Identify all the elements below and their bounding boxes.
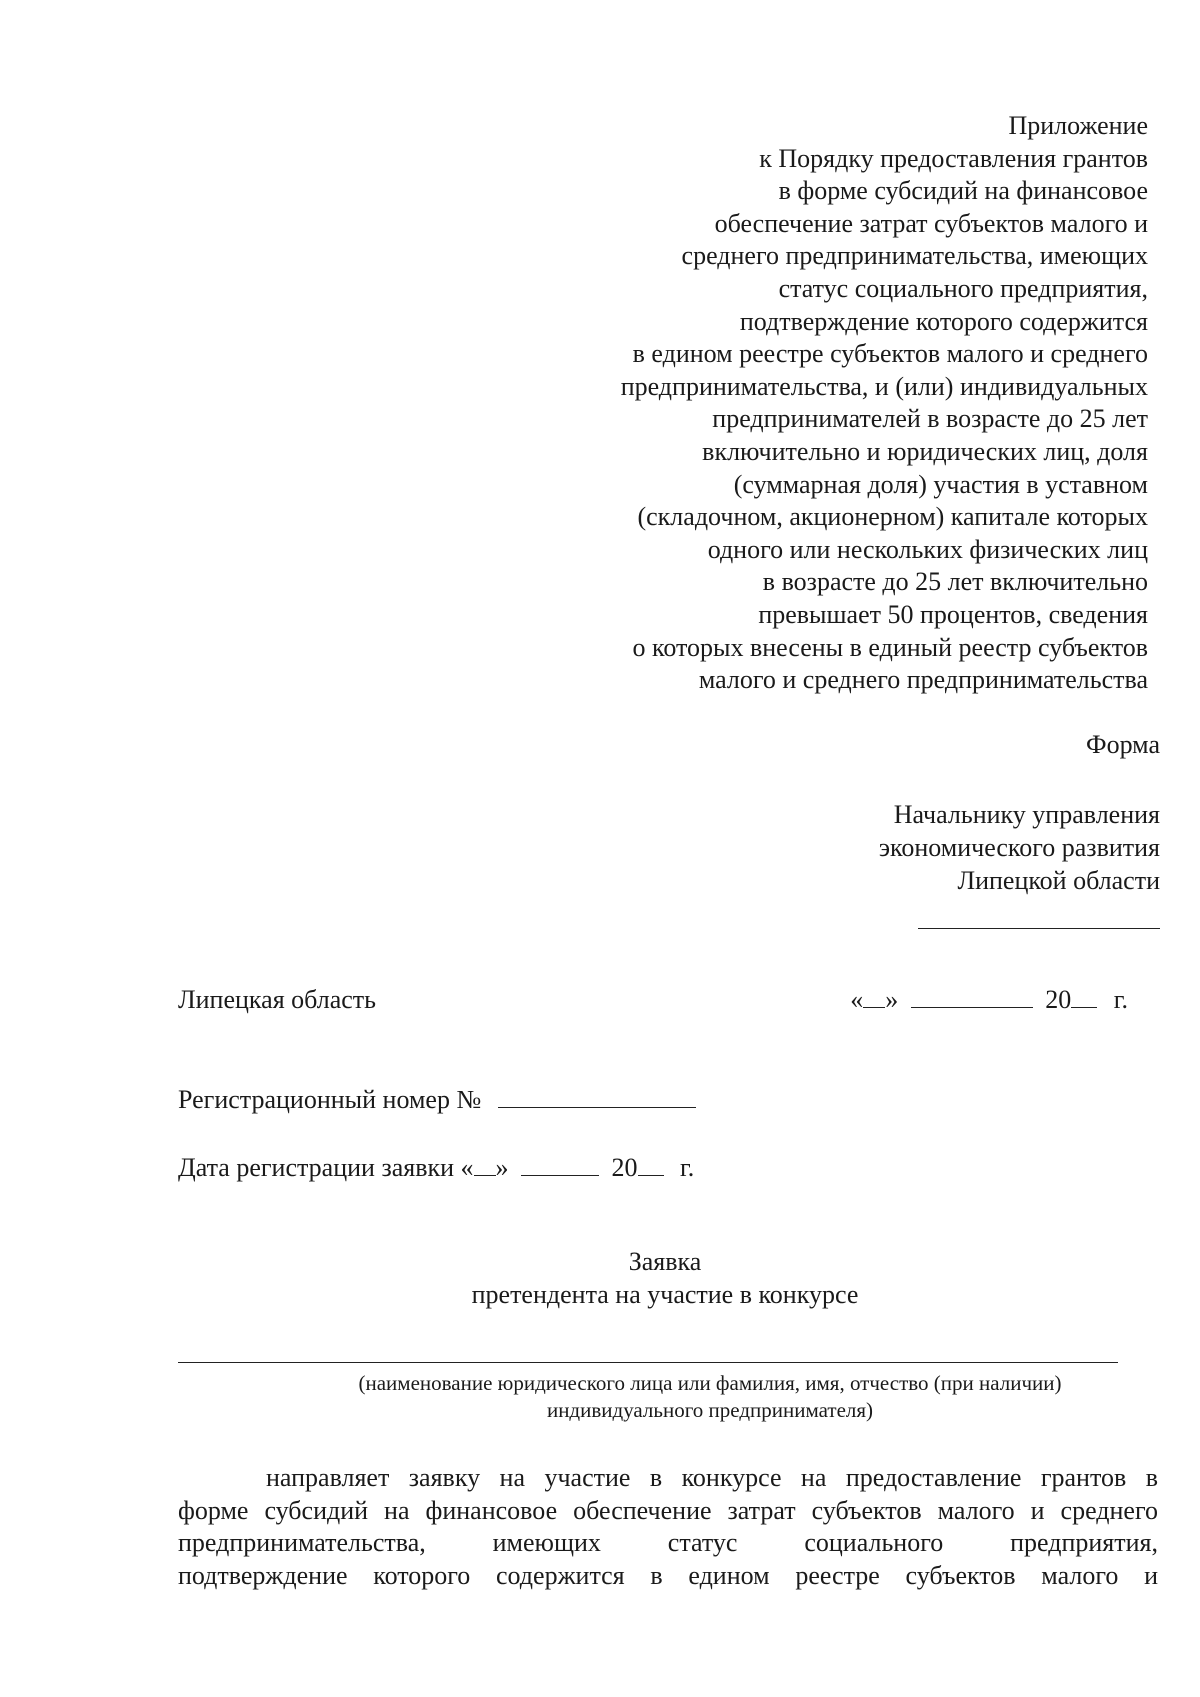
appendix-line: одного или нескольких физических лиц (707, 534, 1148, 564)
body-line-text: направляет заявку на участие в конкурсе на предоставление грантов в (266, 1463, 1158, 1492)
addressee-line: Липецкой области (957, 866, 1160, 895)
year-prefix: 20 (1045, 985, 1072, 1014)
registration-date-label: Дата регистрации заявки « (178, 1153, 474, 1182)
applicant-name-field[interactable] (178, 1362, 1118, 1363)
body-line-text: форме субсидий на финансовое обеспечение затрат субъектов малого и среднего (178, 1495, 1158, 1525)
appendix-line: в форме субсидий на финансовое (778, 176, 1148, 206)
registration-number-row (178, 1085, 696, 1115)
registration-number-label: Регистрационный номер № (178, 1085, 482, 1114)
appendix-line: включительно и юридических лиц, доля (702, 436, 1148, 466)
registration-date-row (178, 1153, 694, 1183)
appendix-line: обеспечение затрат субъектов малого и (714, 208, 1148, 238)
appendix-line: (складочном, акционерном) капитале которых (637, 502, 1148, 532)
appendix-line: к Порядку предоставления грантов (759, 143, 1148, 173)
appendix-line: о которых внесены в единый реестр субъектов (632, 632, 1148, 662)
reg-day-field[interactable] (474, 1155, 496, 1176)
appendix-line: в едином реестре субъектов малого и среднего (632, 339, 1148, 369)
caption-line: индивидуального предпринимателя) (546, 1398, 874, 1422)
date-close-quote: » (885, 985, 899, 1014)
application-title (0, 1245, 1200, 1311)
reg-date-close-quote: » (495, 1153, 509, 1182)
appendix-line: превышает 50 процентов, сведения (758, 599, 1148, 629)
reg-year-field[interactable] (638, 1155, 664, 1176)
reg-year-prefix: 20 (611, 1153, 638, 1182)
body-line (178, 1495, 1158, 1528)
appendix-header (488, 110, 1148, 697)
appendix-line: подтверждение которого содержится (739, 306, 1148, 336)
body-line-text: подтверждение которого содержится в едином реестре субъектов малого и (178, 1560, 1158, 1590)
body-paragraph (178, 1462, 1158, 1592)
appendix-line: Приложение (1008, 111, 1148, 140)
form-label: Форма (1086, 730, 1160, 759)
registration-number-field[interactable] (498, 1087, 696, 1108)
appendix-line: среднего предпринимательства, имеющих (681, 241, 1148, 271)
title-line: Заявка (628, 1247, 702, 1276)
appendix-line: предпринимателей в возрасте до 25 лет (712, 404, 1148, 434)
body-line (178, 1462, 1158, 1495)
appendix-line: в возрасте до 25 лет включительно (762, 567, 1148, 597)
year-suffix: г. (1113, 985, 1128, 1014)
appendix-line: малого и среднего предпринимательства (698, 665, 1148, 695)
year-field[interactable] (1071, 987, 1097, 1008)
body-line (178, 1527, 1158, 1560)
appendix-line: статус социального предприятия, (778, 273, 1148, 303)
document-date (850, 985, 1128, 1015)
body-line-text: предпринимательства, имеющих статус социального предприятия, (178, 1528, 1158, 1557)
applicant-name-caption (290, 1370, 1130, 1424)
addressee-line: экономического развития (878, 833, 1160, 862)
appendix-line: (суммарная доля) участия в уставном (733, 469, 1148, 499)
appendix-line: предпринимательства, и (или) индивидуальных (620, 371, 1148, 401)
reg-year-suffix: г. (680, 1153, 695, 1182)
day-field[interactable] (863, 987, 885, 1008)
date-open-quote: « (850, 985, 864, 1014)
month-field[interactable] (911, 987, 1033, 1008)
addressee-line: Начальнику управления (893, 800, 1160, 829)
addressee-block (800, 798, 1160, 897)
caption-line: (наименование юридического лица или фамилия, имя, отчество (при наличии) (358, 1371, 1062, 1395)
title-subline: претендента на участие в конкурсе (471, 1280, 859, 1309)
addressee-signature-field[interactable] (918, 928, 1160, 929)
reg-month-field[interactable] (521, 1155, 599, 1176)
body-line (178, 1560, 1158, 1593)
region-label: Липецкая область (178, 985, 377, 1014)
